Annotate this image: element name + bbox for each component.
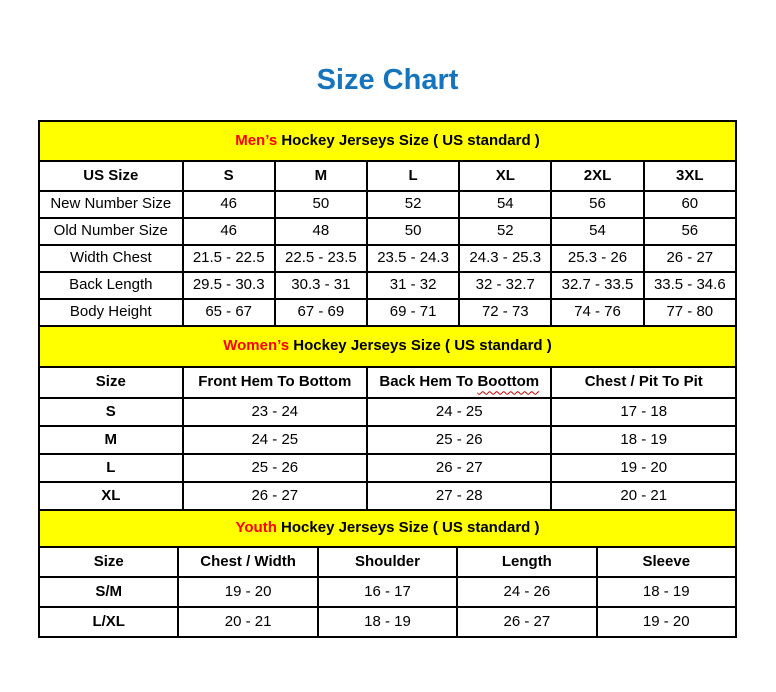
value-cell: 23 - 24 — [183, 398, 367, 426]
value-cell: 24 - 25 — [367, 398, 551, 426]
youth-band-row — [39, 510, 736, 547]
value-cell: 19 - 20 — [597, 607, 736, 637]
table-row — [39, 454, 736, 482]
value-cell: 26 - 27 — [183, 482, 367, 510]
value-cell: 24 - 25 — [183, 426, 367, 454]
value-cell: 29.5 - 30.3 — [183, 272, 275, 299]
value-cell: 26 - 27 — [644, 245, 736, 272]
column-header-cell: Sleeve — [597, 547, 736, 577]
youth-heading-rest: Hockey Jerseys Size ( US standard ) — [281, 519, 540, 537]
value-cell: 18 - 19 — [597, 577, 736, 607]
value-cell: 25.3 - 26 — [551, 245, 643, 272]
column-header-cell: Chest / Pit To Pit — [551, 367, 736, 398]
column-header-cell: XL — [459, 161, 551, 191]
value-cell: 52 — [367, 191, 459, 218]
value-cell: 25 - 26 — [367, 426, 551, 454]
table-row — [39, 272, 736, 299]
youth-header-row — [39, 547, 736, 577]
value-cell: 54 — [459, 191, 551, 218]
youth-size-table — [38, 509, 737, 638]
value-cell: 19 - 20 — [551, 454, 736, 482]
value-cell: 25 - 26 — [183, 454, 367, 482]
table-row — [39, 245, 736, 272]
table-row — [39, 218, 736, 245]
table-row — [39, 426, 736, 454]
womens-size-table — [38, 325, 737, 511]
column-header-cell: 3XL — [644, 161, 736, 191]
value-cell: 22.5 - 23.5 — [275, 245, 367, 272]
mens-band-row — [39, 121, 736, 161]
value-cell: 31 - 32 — [367, 272, 459, 299]
value-cell: 32 - 32.7 — [459, 272, 551, 299]
row-label-cell: S — [39, 398, 183, 426]
column-header-cell: Chest / Width — [178, 547, 317, 577]
size-chart-tables — [38, 120, 737, 638]
value-cell: 18 - 19 — [551, 426, 736, 454]
value-cell: 72 - 73 — [459, 299, 551, 326]
value-cell: 60 — [644, 191, 736, 218]
value-cell: 26 - 27 — [457, 607, 596, 637]
mens-size-table — [38, 120, 737, 327]
value-cell: 54 — [551, 218, 643, 245]
value-cell: 26 - 27 — [367, 454, 551, 482]
value-cell: 32.7 - 33.5 — [551, 272, 643, 299]
column-header-cell: US Size — [39, 161, 183, 191]
value-cell: 24.3 - 25.3 — [459, 245, 551, 272]
column-header-cell: L — [367, 161, 459, 191]
row-label-cell: S/M — [39, 577, 178, 607]
womens-table-heading — [39, 326, 736, 367]
table-row — [39, 482, 736, 510]
value-cell: 67 - 69 — [275, 299, 367, 326]
column-header-cell: 2XL — [551, 161, 643, 191]
row-label-cell: Width Chest — [39, 245, 183, 272]
table-row — [39, 299, 736, 326]
value-cell: 20 - 21 — [551, 482, 736, 510]
youth-table-heading — [39, 510, 736, 547]
misspelled-word-squiggle: Boottom — [477, 373, 540, 391]
mens-header-row — [39, 161, 736, 191]
youth-heading-highlight: Youth — [235, 519, 277, 537]
value-cell: 33.5 - 34.6 — [644, 272, 736, 299]
value-cell: 56 — [551, 191, 643, 218]
value-cell: 46 — [183, 191, 275, 218]
womens-heading-rest: Hockey Jerseys Size ( US standard ) — [293, 337, 552, 355]
value-cell: 50 — [367, 218, 459, 245]
row-label-cell: XL — [39, 482, 183, 510]
mens-heading-rest: Hockey Jerseys Size ( US standard ) — [281, 131, 540, 149]
column-header-cell — [367, 367, 551, 398]
row-label-cell: Body Height — [39, 299, 183, 326]
column-header-cell: Front Hem To Bottom — [183, 367, 367, 398]
row-label-cell: Old Number Size — [39, 218, 183, 245]
womens-header-row — [39, 367, 736, 398]
value-cell: 18 - 19 — [318, 607, 457, 637]
page-title: Size Chart — [316, 64, 459, 96]
column-header-cell: S — [183, 161, 275, 191]
table-row — [39, 607, 736, 637]
column-header-text: Back Hem To — [379, 373, 474, 391]
column-header-cell: Shoulder — [318, 547, 457, 577]
value-cell: 27 - 28 — [367, 482, 551, 510]
value-cell: 19 - 20 — [178, 577, 317, 607]
mens-table-heading — [39, 121, 736, 161]
column-header-cell: Size — [39, 367, 183, 398]
value-cell: 56 — [644, 218, 736, 245]
womens-band-row — [39, 326, 736, 367]
row-label-cell: Back Length — [39, 272, 183, 299]
value-cell: 69 - 71 — [367, 299, 459, 326]
table-row — [39, 191, 736, 218]
value-cell: 21.5 - 22.5 — [183, 245, 275, 272]
value-cell: 50 — [275, 191, 367, 218]
value-cell: 16 - 17 — [318, 577, 457, 607]
mens-heading-highlight: Men’s — [235, 131, 278, 149]
table-row — [39, 577, 736, 607]
table-row — [39, 398, 736, 426]
column-header-cell: Size — [39, 547, 178, 577]
value-cell: 77 - 80 — [644, 299, 736, 326]
value-cell: 17 - 18 — [551, 398, 736, 426]
column-header-cell: M — [275, 161, 367, 191]
row-label-cell: M — [39, 426, 183, 454]
womens-heading-highlight: Women’s — [223, 337, 290, 355]
value-cell: 74 - 76 — [551, 299, 643, 326]
value-cell: 48 — [275, 218, 367, 245]
value-cell: 52 — [459, 218, 551, 245]
row-label-cell: New Number Size — [39, 191, 183, 218]
value-cell: 24 - 26 — [457, 577, 596, 607]
column-header-cell: Length — [457, 547, 596, 577]
value-cell: 65 - 67 — [183, 299, 275, 326]
value-cell: 30.3 - 31 — [275, 272, 367, 299]
value-cell: 20 - 21 — [178, 607, 317, 637]
row-label-cell: L — [39, 454, 183, 482]
value-cell: 23.5 - 24.3 — [367, 245, 459, 272]
value-cell: 46 — [183, 218, 275, 245]
row-label-cell: L/XL — [39, 607, 178, 637]
